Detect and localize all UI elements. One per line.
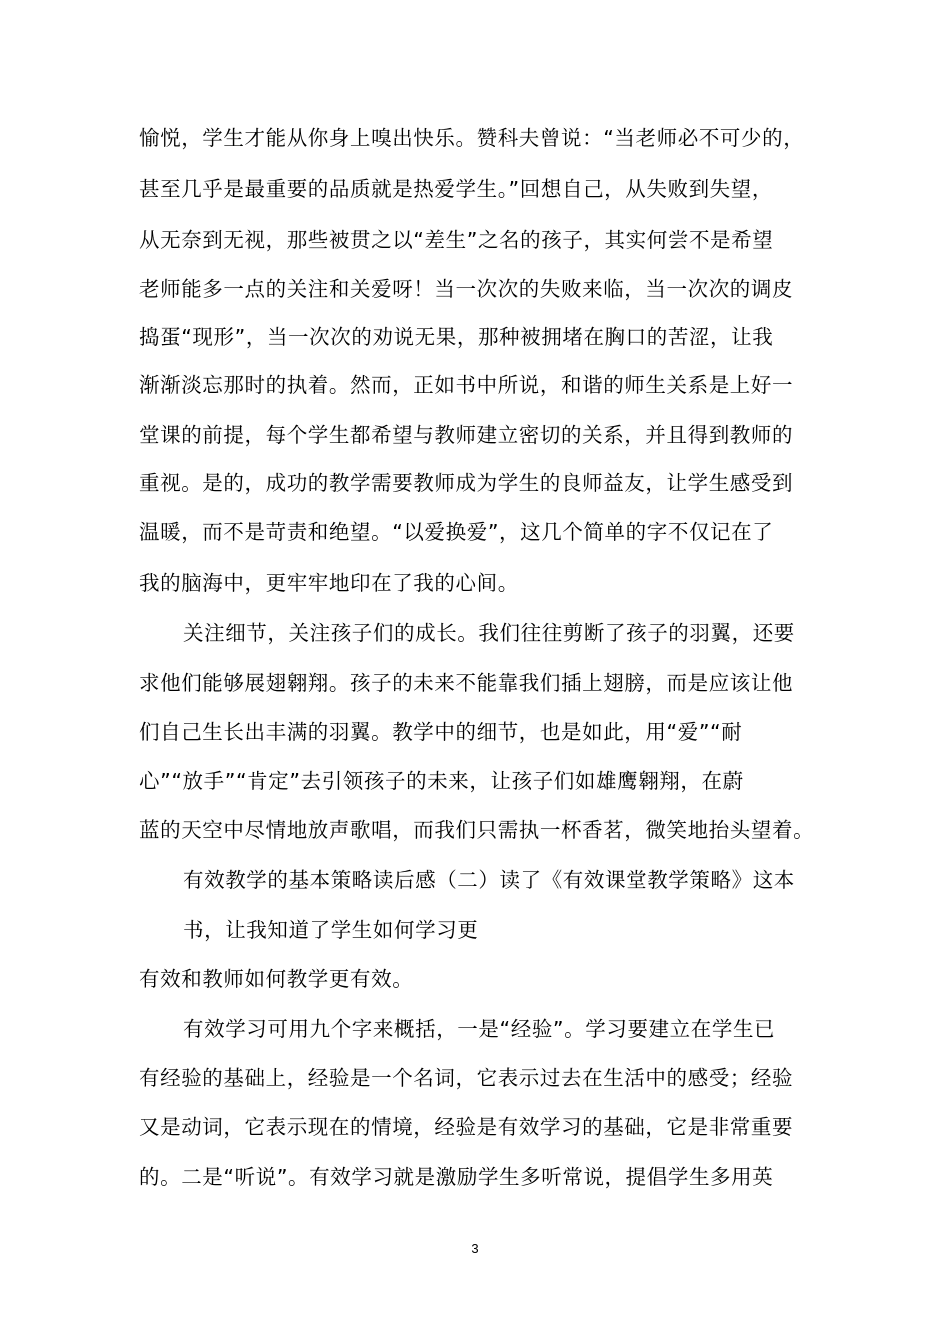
text-line: 书，让我知道了学生如何学习更: [183, 918, 479, 942]
text-line: 求他们能够展翅翱翔。孩子的未来不能靠我们插上翅膀，而是应该让他: [139, 671, 794, 695]
text-line-paragraph-start: 关注细节，关注孩子们的成长。我们往往剪断了孩子的羽翼，还要: [183, 621, 795, 645]
page-number: 3: [471, 1241, 479, 1256]
text-line: 蓝的天空中尽情地放声歌唱，而我们只需执一杯香茗，微笑地抬头望着。: [139, 818, 815, 842]
text-line: 甚至几乎是最重要的品质就是热爱学生。”回想自己，从失败到失望，: [139, 177, 773, 201]
text-line: 老师能多一点的关注和关爱呀！当一次次的失败来临，当一次次的调皮: [139, 277, 794, 301]
text-line: 从无奈到无视，那些被贯之以“差生”之名的孩子，其实何尝不是希望: [139, 228, 774, 252]
text-line: 堂课的前提，每个学生都希望与教师建立密切的关系，并且得到教师的: [139, 423, 794, 447]
text-line: 又是动词，它表示现在的情境，经验是有效学习的基础，它是非常重要: [139, 1115, 794, 1139]
text-line: 温暖，而不是苛责和绝望。“以爱换爱”，这几个简单的字不仅记在了: [139, 520, 774, 544]
text-line: 我的脑海中，更牢牢地印在了我的心间。: [139, 571, 519, 595]
text-line: 心”“放手”“肯定”去引领孩子的未来，让孩子们如雄鹰翱翔，在蔚: [139, 769, 744, 793]
text-line: 有经验的基础上，经验是一个名词，它表示过去在生活中的感受；经验: [139, 1066, 794, 1090]
text-line: 捣蛋“现形”，当一次次的劝说无果，那种被拥堵在胸口的苦涩，让我: [139, 325, 774, 349]
text-line: 们自己生长出丰满的羽翼。教学中的细节，也是如此，用“爱”“耐: [139, 720, 743, 744]
text-line: 有效和教师如何教学更有效。: [139, 967, 414, 991]
text-line: 的。二是“听说”。有效学习就是激励学生多听常说，提倡学生多用英: [139, 1165, 774, 1189]
text-line-paragraph-start: 有效学习可用九个字来概括，一是“经验”。学习要建立在学生已: [183, 1017, 776, 1041]
text-line-paragraph-start: 有效教学的基本策略读后感（二）读了《有效课堂教学策略》这本: [183, 868, 795, 892]
text-line: 重视。是的，成功的教学需要教师成为学生的良师益友，让学生感受到: [139, 471, 794, 495]
text-line: 愉悦，学生才能从你身上嗅出快乐。赞科夫曾说：“当老师必不可少的，: [139, 126, 805, 150]
text-line: 渐渐淡忘那时的执着。然而，正如书中所说，和谐的师生关系是上好一: [139, 373, 794, 397]
